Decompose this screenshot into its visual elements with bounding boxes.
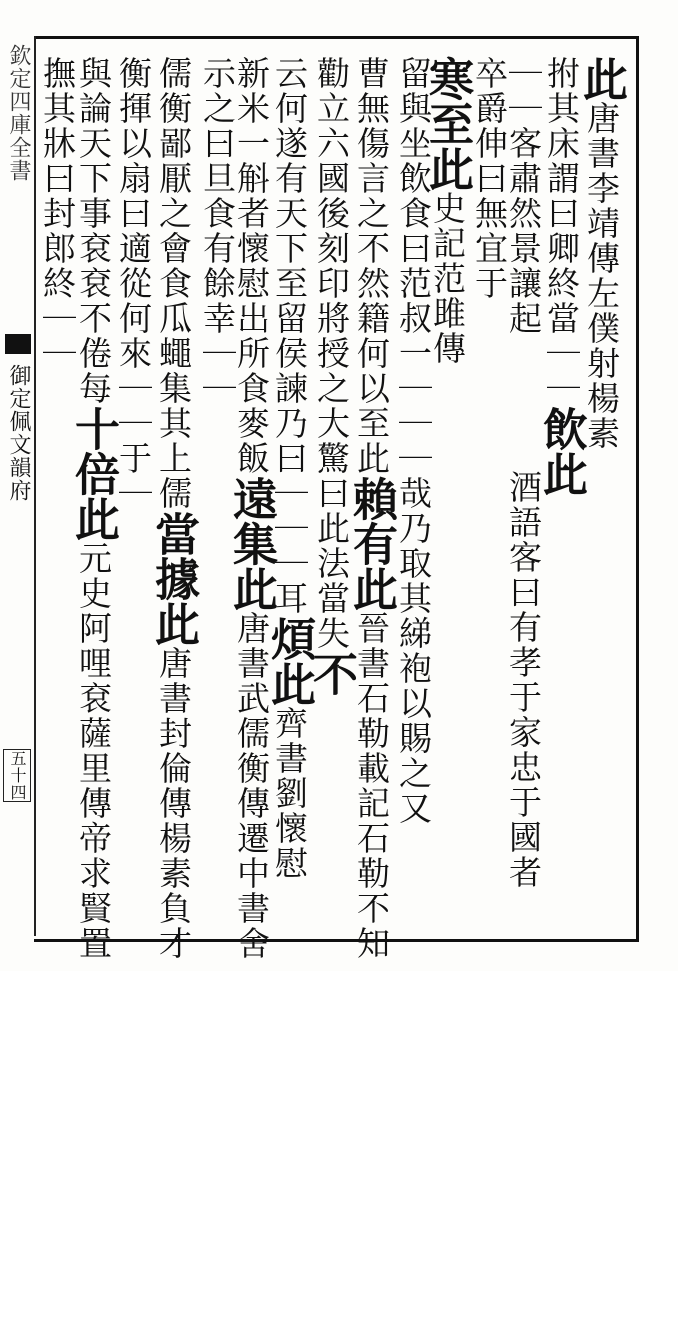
column-text: 勸立六國後刻印將授之大驚曰此法當失 <box>312 56 351 651</box>
column-text: 云何遂有天下至留侯諫乃曰｜｜｜耳 <box>270 56 309 616</box>
headword: 賴有此 <box>345 476 398 611</box>
column-text: 史記范雎傳 <box>428 191 467 366</box>
book-title: 御定佩文韻府 <box>6 364 31 502</box>
headword: 煩此 <box>263 616 316 706</box>
column-text: 拊其床謂曰卿終當｜｜ <box>542 56 581 406</box>
column-text: 新米一斛者懷慰出所食麥飯 <box>232 56 271 476</box>
column-text: 撫其牀曰封郎終｜｜ <box>38 56 77 371</box>
headword: 十倍此 <box>67 406 120 541</box>
column-text: 衡揮以扇曰適從何來｜｜于｜ <box>114 56 153 511</box>
text-column <box>36 56 78 926</box>
column-text: 唐書李靖傳左僕射楊素 <box>582 101 621 451</box>
column-text: 唐書武儒衡傳遷中書舍 <box>232 611 271 961</box>
column-text: 示之曰旦食有餘幸｜｜ <box>198 56 237 406</box>
text-column <box>305 56 358 926</box>
column-text: 齊書劉懷慰 <box>270 706 309 881</box>
text-column <box>345 56 398 961</box>
column-text: 晉書石勒載記石勒不知 <box>352 611 391 961</box>
column-text: 儒衡鄙厭之會食瓜蠅集其上儒 <box>154 56 193 511</box>
column-text: 元史阿哩袞薩里傳帝求賢置 <box>74 541 113 961</box>
column-text: 酒語客曰有孝于家忠于國者 <box>504 470 543 890</box>
headword: 飲此 <box>535 406 588 496</box>
column-text: 曹無傷言之不然籍何以至此 <box>352 56 391 476</box>
column-text: 唐書封倫傳楊素負才 <box>154 646 193 961</box>
page-number: 五十四 <box>3 749 31 802</box>
column-text: 卒爵伸曰無宜于 <box>470 56 509 301</box>
column-text: ｜｜客肅然景讓起 <box>504 56 543 336</box>
text-column <box>392 56 434 926</box>
headword: 此 <box>575 56 628 101</box>
fish-tail-mark <box>5 334 31 354</box>
headword: 當據此 <box>147 511 200 646</box>
text-column <box>535 56 588 926</box>
side-margin <box>3 44 33 934</box>
text-column <box>147 56 200 961</box>
headword: 寒至此 <box>421 56 474 191</box>
text-column <box>468 56 510 926</box>
headword: 不 <box>305 651 358 696</box>
column-text: 與論天下事袞袞不倦每 <box>74 56 113 406</box>
text-column <box>196 56 238 926</box>
side-top-text: 欽定四庫全書 <box>6 44 31 182</box>
text-column <box>67 56 120 961</box>
headword: 遠集此 <box>225 476 278 611</box>
column-text: 留與坐飲食曰范叔一｜｜｜哉乃取其綈袍以賜之又 <box>394 56 433 826</box>
